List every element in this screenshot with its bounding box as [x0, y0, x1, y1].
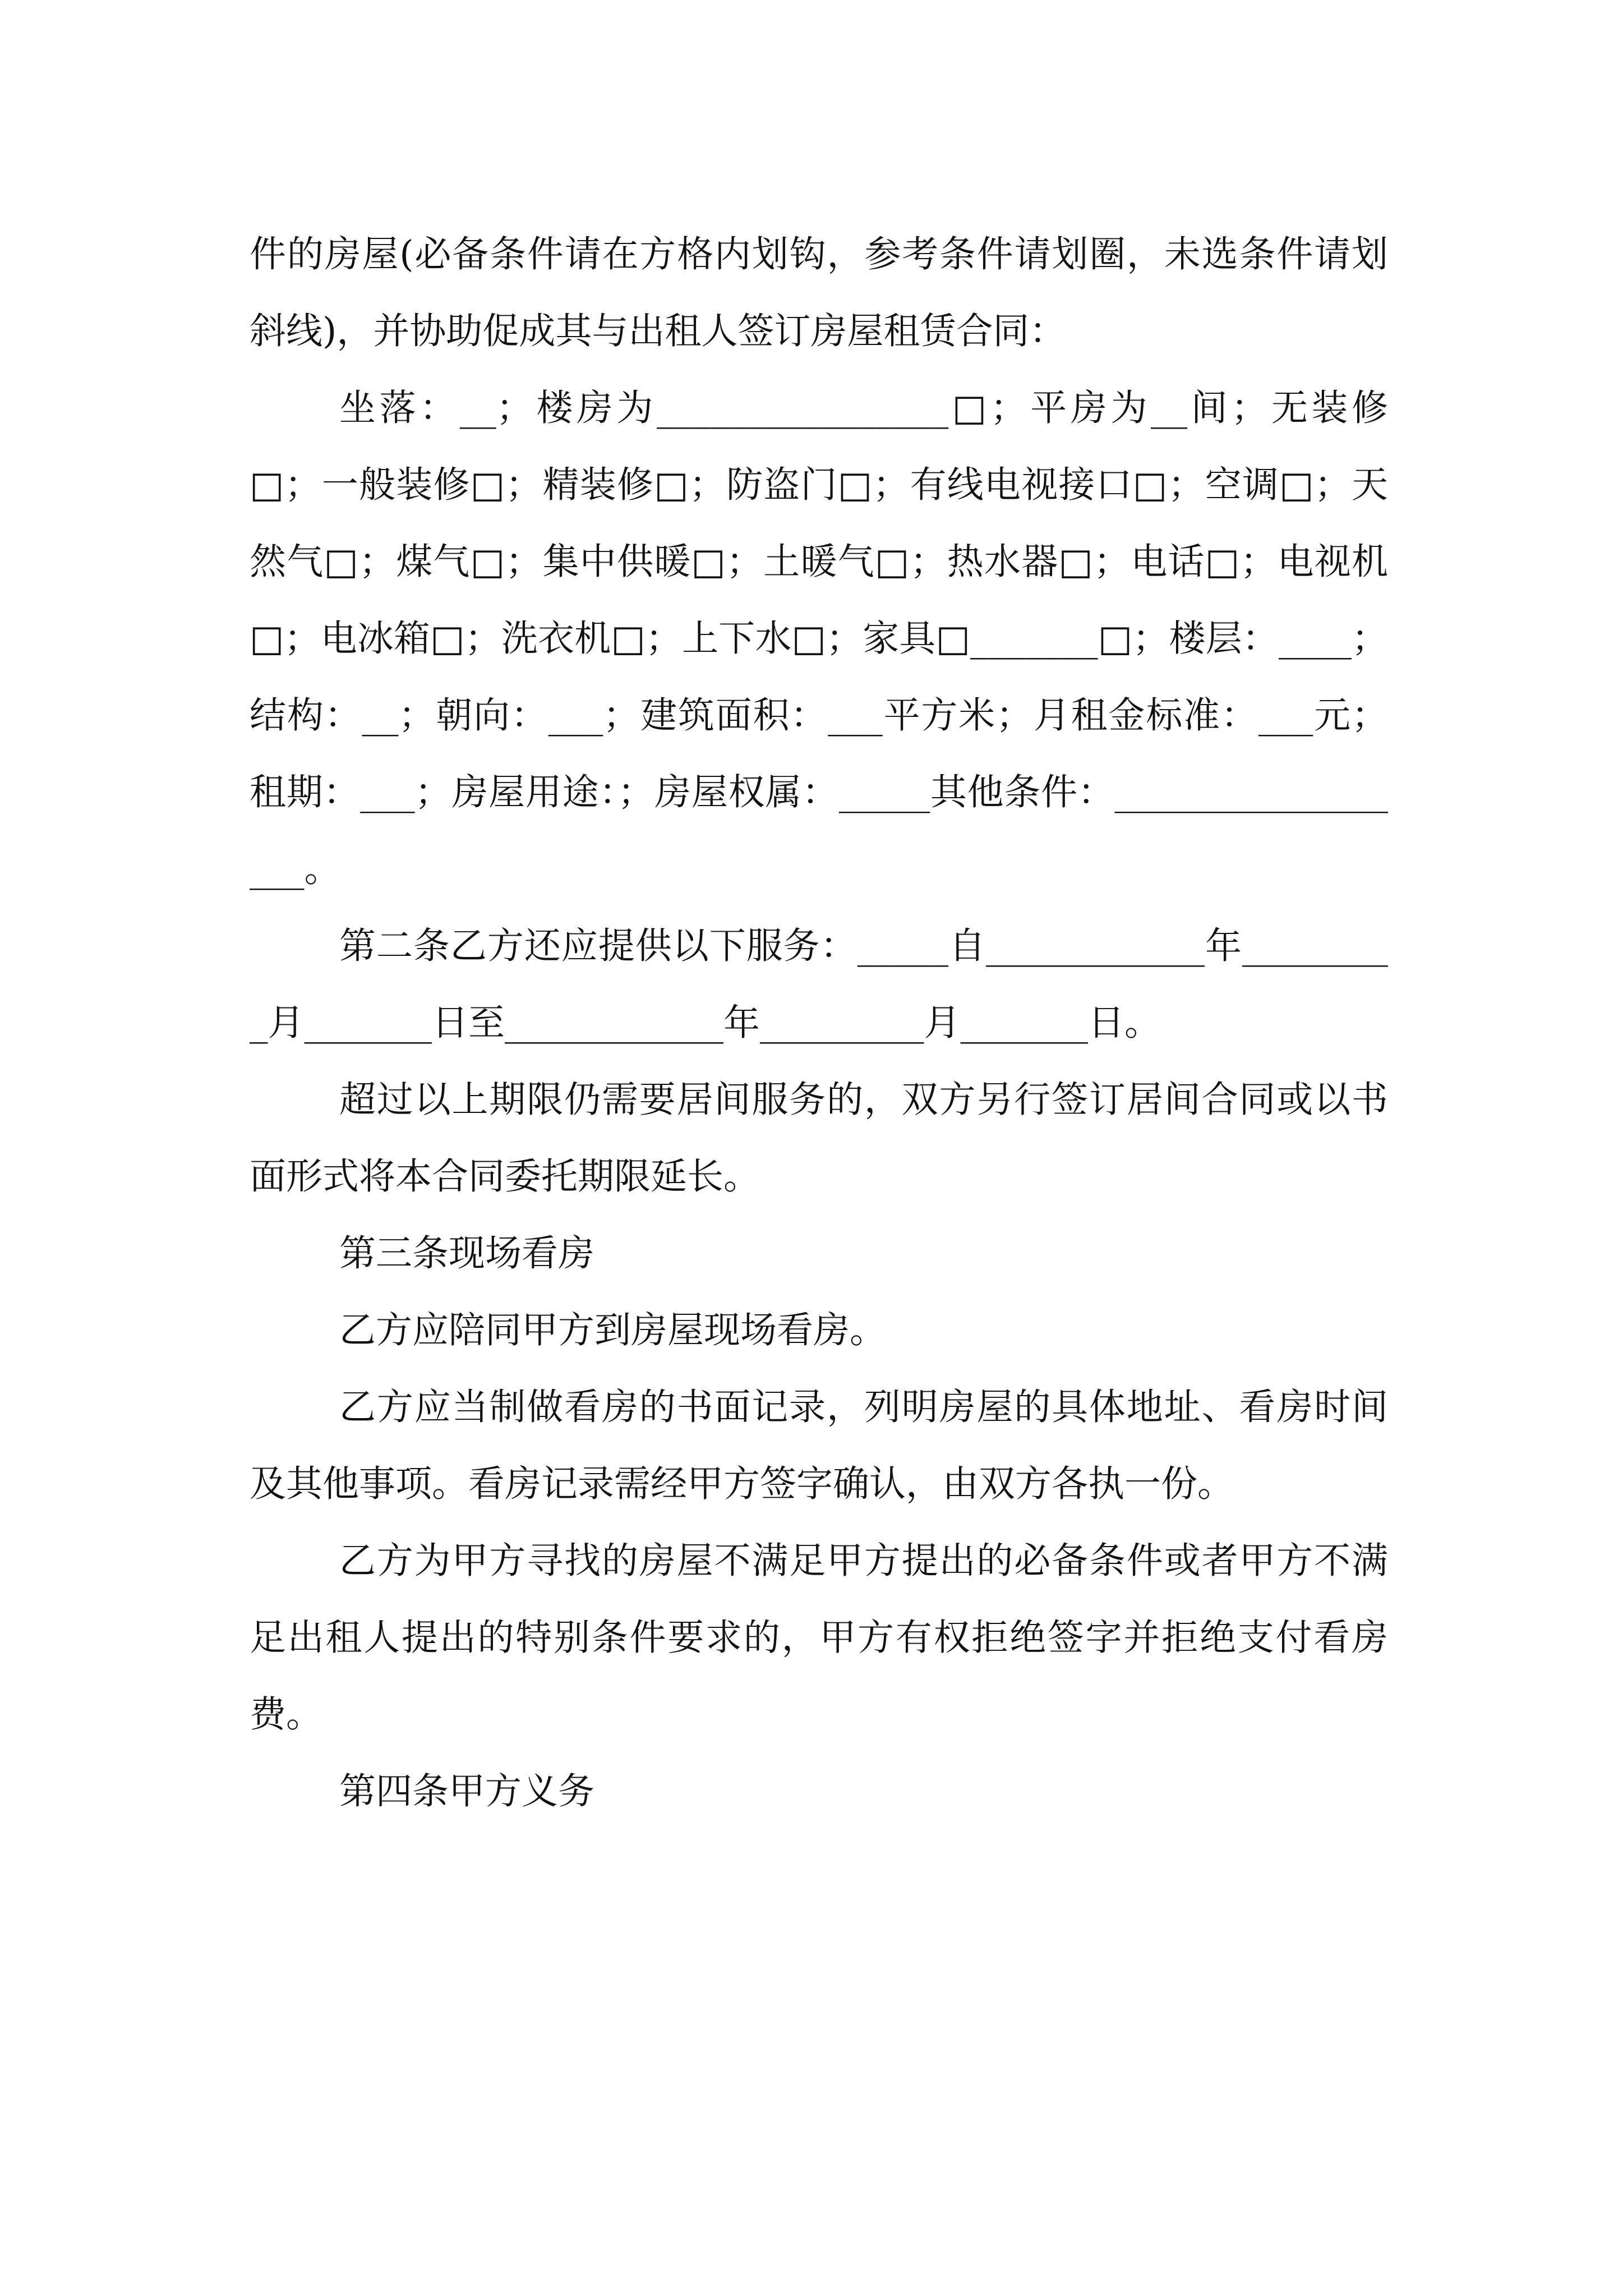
paragraph-property-details: 坐落：__；楼房为________________□；平房为__间；无装修□；一般装修□；精装修□；防盗门□；有线电视接口□；空调□；天然气□；煤气□；集中供暖□；土暖气□；热水器□；电话□；电视机□；电冰箱□；洗衣机□；上下水□；家具□_______□；楼层：____；结构：__；朝向：___；建筑面积：___平方米；月租金标准：___元；租期：___；房屋用途：；房屋权属：_____其他条件：__________________。 [250, 387, 1388, 890]
paragraph-article-2: 第二条乙方还应提供以下服务：_____自____________年_________月_______日至____________年_________月_______日。 [250, 925, 1388, 1044]
paragraph-accompany-viewing: 乙方应陪同甲方到房屋现场看房。 [339, 1309, 887, 1351]
paragraph-refusal-right: 乙方为甲方寻找的房屋不满足甲方提出的必备条件或者甲方不满足出租人提出的特别条件要求的，甲方有权拒绝签字并拒绝支付看房费。 [250, 1540, 1388, 1736]
paragraph-room-conditions: 件的房屋(必备条件请在方格内划钩，参考条件请划圈，未选条件请划斜线)，并协助促成其与出租人签订房屋租赁合同： [250, 233, 1388, 352]
heading-article-3: 第三条现场看房 [339, 1232, 595, 1274]
heading-article-4: 第四条甲方义务 [339, 1770, 595, 1812]
paragraph-viewing-record: 乙方应当制做看房的书面记录，列明房屋的具体地址、看房时间及其他事项。看房记录需经甲方签字确认，由双方各执一份。 [250, 1386, 1388, 1505]
document-page [250, 216, 1388, 1830]
paragraph-extension: 超过以上期限仍需要居间服务的，双方另行签订居间合同或以书面形式将本合同委托期限延长。 [250, 1079, 1388, 1198]
